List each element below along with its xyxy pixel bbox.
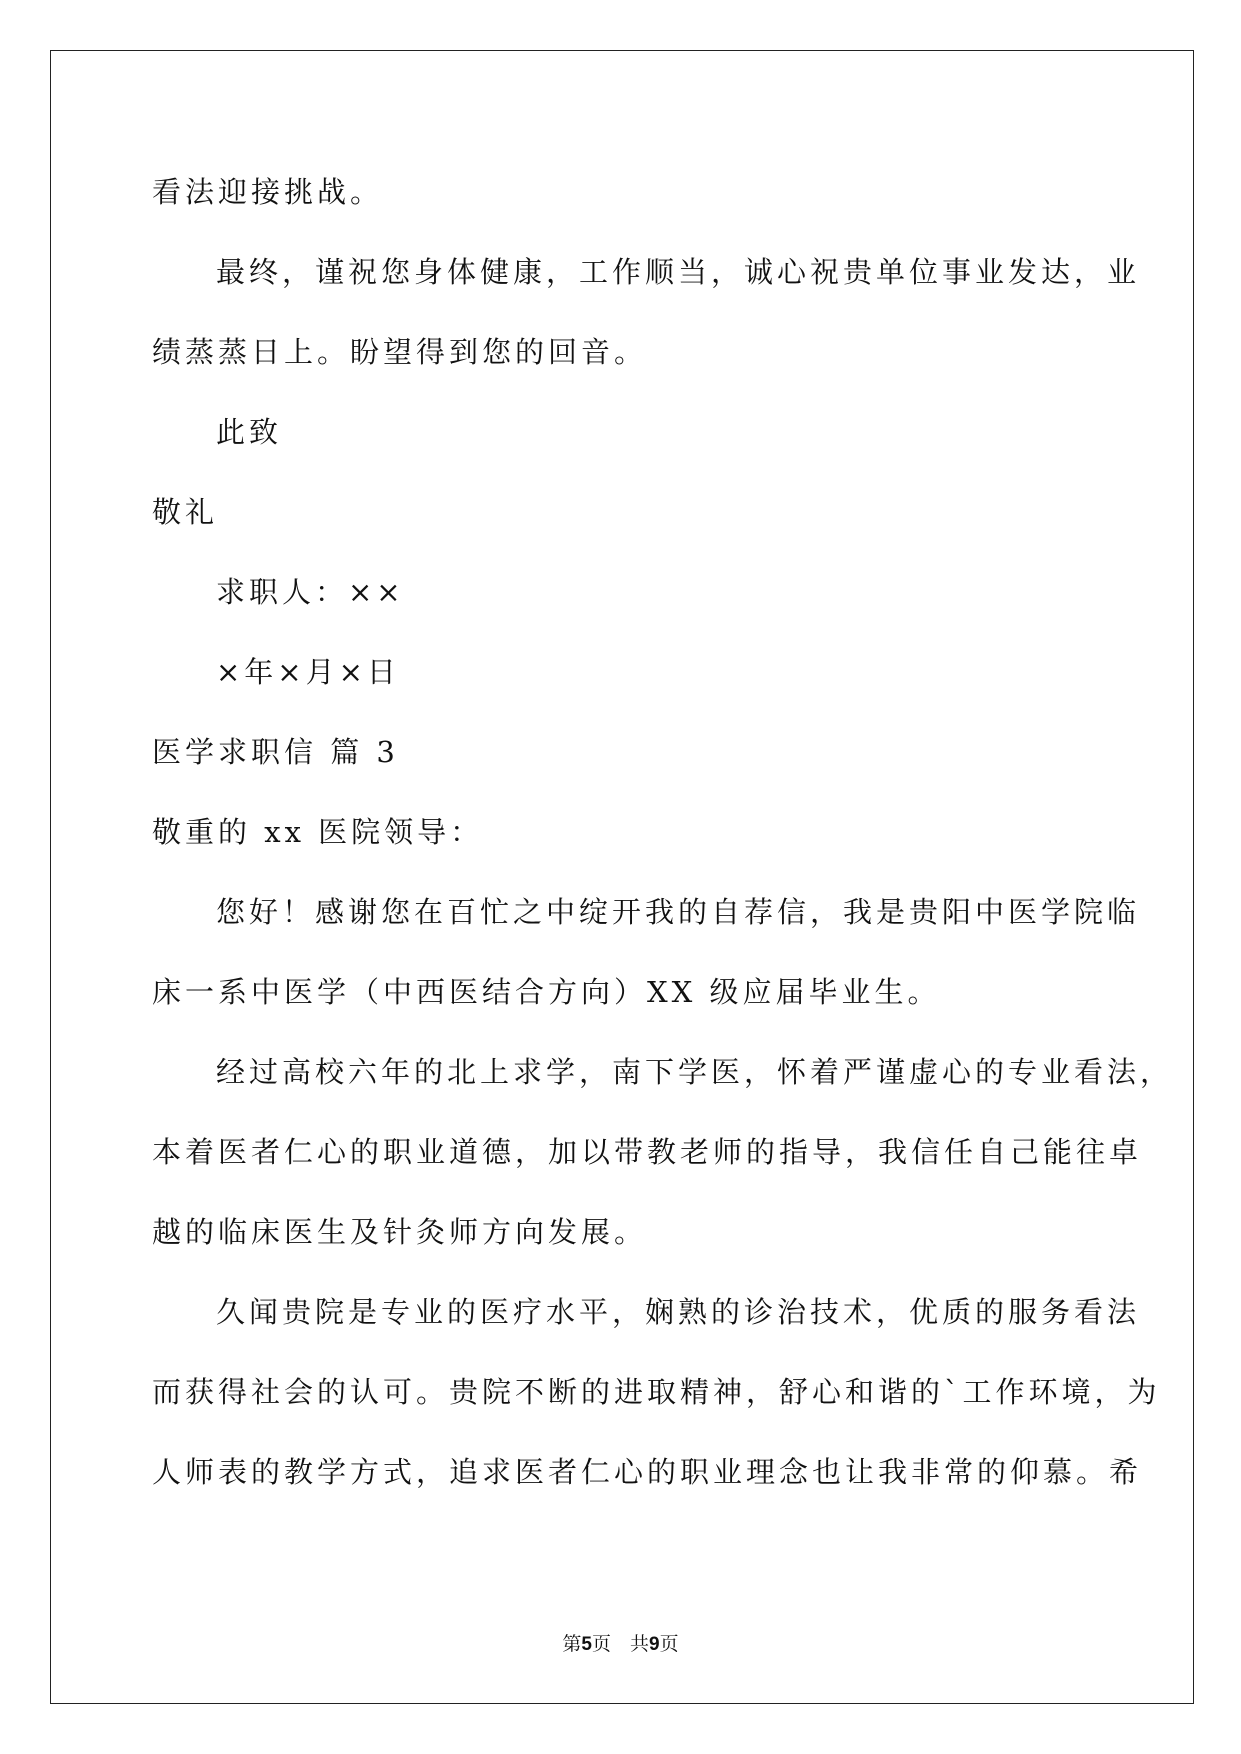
text-line-13: 本着医者仁心的职业道德，加以带教老师的指导，我信任自己能往卓 [152, 1135, 1143, 1169]
signature-applicant: 求职人：×× [216, 575, 405, 609]
total-page-count: 9 [649, 1634, 660, 1655]
text-line-14: 越的临床医生及针灸师方向发展。 [152, 1215, 648, 1249]
text-line-12: 经过高校六年的北上求学，南下学医，怀着严谨虚心的专业看法， [216, 1055, 1174, 1089]
footer-middle: 页 共 [591, 1633, 649, 1655]
current-page-number: 5 [581, 1634, 592, 1655]
page-footer [0, 1632, 1241, 1657]
text-line-2: 最终，谨祝您身体健康，工作顺当，诚心祝贵单位事业发达，业 [216, 255, 1141, 289]
text-line-17: 人师表的教学方式，追求医者仁心的职业理念也让我非常的仰慕。希 [152, 1455, 1143, 1489]
section-heading: 医学求职信 篇 3 [152, 735, 399, 769]
signature-date: ×年×月×日 [216, 655, 400, 689]
salutation-closing: 敬礼 [152, 495, 219, 529]
closing-phrase: 此致 [216, 415, 283, 449]
text-line-11: 床一系中医学（中西医结合方向）XX 级应届毕业生。 [152, 975, 941, 1009]
text-line-1: 看法迎接挑战。 [152, 175, 384, 209]
text-line-15: 久闻贵院是专业的医疗水平，娴熟的诊治技术，优质的服务看法 [216, 1295, 1141, 1329]
text-line-10: 您好！感谢您在百忙之中绽开我的自荐信，我是贵阳中医学院临 [216, 895, 1141, 929]
letter-greeting: 敬重的 xx 医院领导： [152, 815, 484, 849]
footer-suffix: 页 [659, 1633, 679, 1655]
text-line-16: 而获得社会的认可。贵院不断的进取精神，舒心和谐的`工作环境，为 [152, 1375, 1161, 1409]
footer-prefix: 第 [562, 1633, 582, 1655]
text-line-3: 绩蒸蒸日上。盼望得到您的回音。 [152, 335, 648, 369]
